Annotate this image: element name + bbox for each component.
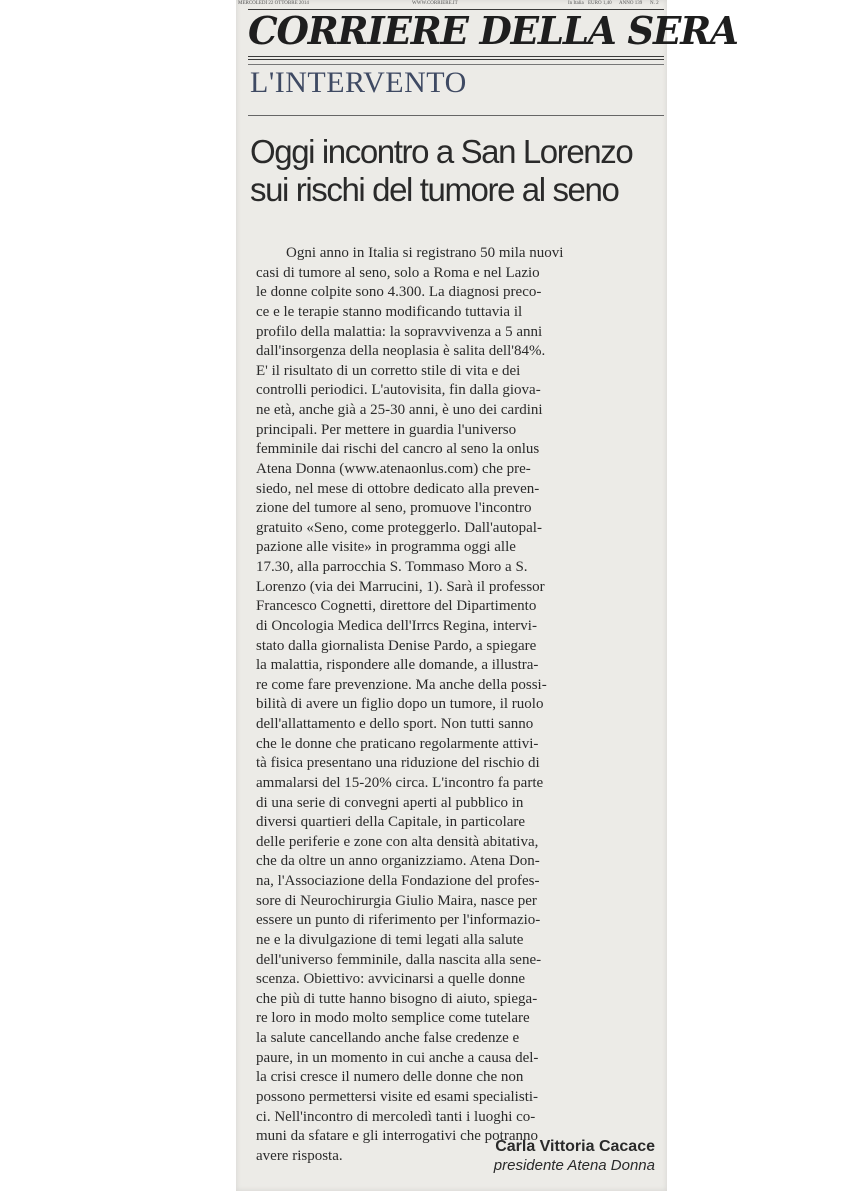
author-role: presidente Atena Donna	[493, 1157, 655, 1174]
body-line: Lorenzo (via dei Marrucini, 1). Sarà il professor	[256, 578, 545, 595]
body-line: controlli periodici. L'autovisita, fin dalla giova-	[256, 382, 541, 399]
body-line: di Oncologia Medica dell'Irrcs Regina, intervi-	[256, 617, 537, 634]
author-name: Carla Vittoria Cacace	[495, 1138, 655, 1155]
body-line: ce e le terapie stanno modificando tuttavia il	[256, 303, 523, 320]
body-line: femminile dai rischi del cancro al seno la onlus	[256, 441, 540, 458]
masthead-bottom-rule	[248, 59, 664, 60]
body-line: E' il risultato di un corretto stile di vita e dei	[256, 362, 521, 379]
body-line: muni da sfatare e gli interrogativi che potranno	[256, 1128, 538, 1145]
body-line: na, l'Associazione della Fondazione del profes-	[256, 873, 540, 889]
body-line: essere un punto di riferimento per l'informazio-	[256, 912, 541, 929]
body-line: re come fare prevenzione. Ma anche della possi-	[256, 676, 547, 693]
article-body	[256, 244, 664, 1166]
body-line: sore di Neurochirurgia Giulio Maira, nasce per	[256, 892, 537, 909]
body-line: che le donne che praticano regolarmente attivi-	[256, 735, 539, 752]
body-line: bilità di avere un figlio dopo un tumore, il ruolo	[256, 696, 544, 713]
body-line: ne età, anche già a 25-30 anni, è uno dei cardini	[256, 402, 543, 418]
body-line: che da oltre un anno organizziamo. Atena Don-	[256, 853, 540, 870]
newspaper-clipping	[236, 0, 738, 1191]
header-price: EURO 1,40	[588, 1, 612, 6]
body-line: scenza. Obiettivo: avvicinarsi a quelle donne	[256, 971, 526, 988]
body-line: dell'allattamento e dello sport. Non tutti sanno	[256, 716, 534, 732]
body-line: le donne colpite sono 4.300. La diagnosi preco-	[256, 284, 542, 301]
body-line: diversi quartieri della Capitale, in particolare	[256, 814, 526, 831]
body-line: di una serie di convegni aperti al pubblico in	[256, 794, 524, 811]
body-line: re loro in modo molto semplice come tutelare	[256, 1010, 530, 1027]
body-line: ci. Nell'incontro di mercoledì tanti i luoghi co-	[256, 1108, 536, 1125]
body-line: ne e la divulgazione di temi legati alla salute	[256, 931, 524, 948]
body-line: delle periferie e zone con alta densità abitativa,	[256, 833, 539, 850]
body-line: paure, in un momento in cui anche a causa del-	[256, 1049, 539, 1066]
header-number: N. 2	[650, 1, 659, 6]
body-line: la crisi cresce il numero delle donne che non	[256, 1069, 524, 1086]
body-line: gratuito «Seno, come proteggerlo. Dall'autopal-	[256, 519, 542, 536]
masthead-bottom-rule-thin	[248, 56, 664, 57]
body-line: casi di tumore al seno, solo a Roma e nel Lazio	[256, 264, 540, 281]
body-line: Atena Donna (www.atenaonlus.com) che pre-	[256, 460, 531, 477]
body-line: siedo, nel mese di ottobre dedicato alla preven-	[256, 480, 540, 497]
body-line: Francesco Cognetti, direttore del Dipartimento	[256, 598, 537, 615]
header-date: MERCOLEDÌ 22 OTTOBRE 2014	[238, 1, 309, 6]
section-label: L'INTERVENTO	[250, 66, 467, 99]
body-line: che più di tutte hanno bisogno di aiuto, spiega-	[256, 990, 538, 1007]
body-line: ammalarsi del 15-20% circa. L'incontro fa parte	[256, 774, 544, 791]
headline-line: Oggi incontro a San Lorenzo	[250, 133, 633, 170]
body-line: avere risposta.	[256, 1147, 343, 1164]
author-signature	[494, 1137, 655, 1175]
body-line: pazione alle visite» in programma oggi alle	[256, 539, 516, 556]
body-line: stato dalla giornalista Denise Pardo, a spiegare	[256, 637, 537, 654]
body-line: dell'universo femminile, dalla nascita alla sene-	[256, 951, 542, 968]
body-line: tà fisica presentano una riduzione del rischio di	[256, 755, 540, 772]
body-line: Ogni anno in Italia si registrano 50 mila nuovi	[286, 245, 564, 261]
body-line: profilo della malattia: la sopravvivenza a 5 anni	[256, 323, 543, 340]
section-top-rule	[248, 64, 664, 65]
headline-line: sui rischi del tumore al seno	[250, 171, 619, 208]
header-site: WWW.CORRIERE.IT	[412, 1, 458, 6]
body-line: principali. Per mettere in guardia l'universo	[256, 421, 517, 438]
section-bottom-rule	[248, 115, 664, 116]
body-line: la malattia, rispondere alle domande, a illustra-	[256, 657, 539, 674]
body-line: dall'insorgenza della neoplasia è salita dell'84%.	[256, 343, 546, 360]
body-line: zione del tumore al seno, promuove l'incontro	[256, 500, 532, 517]
header-info-strip	[236, 0, 667, 8]
header-issue: ANNO 139	[619, 1, 643, 6]
masthead: CORRIERE DELLA SERA	[248, 8, 738, 53]
body-line: la salute cancellando anche false credenze e	[256, 1030, 520, 1046]
headline	[250, 133, 662, 209]
body-line: 17.30, alla parrocchia S. Tommaso Moro a S.	[256, 559, 528, 575]
body-line: possono permettersi visite ed esami specialisti-	[256, 1088, 539, 1105]
header-price-area: In Italia	[568, 1, 584, 6]
